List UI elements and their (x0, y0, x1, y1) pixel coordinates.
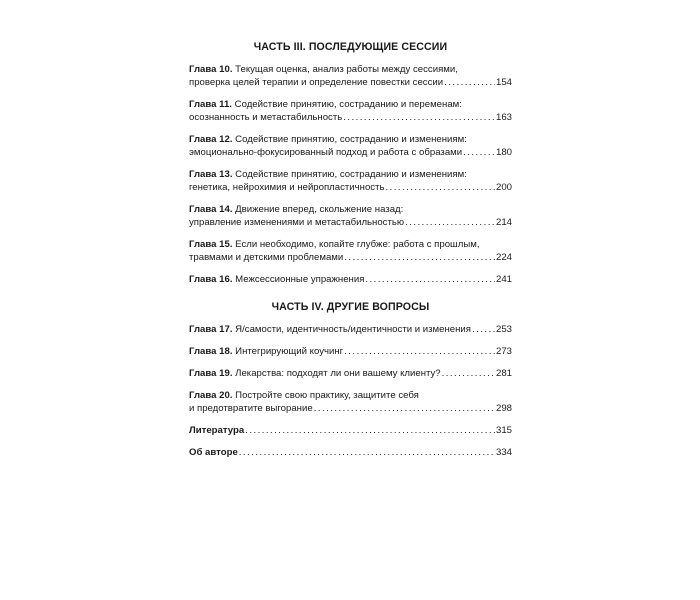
page-number: 224 (495, 252, 512, 263)
page-number: 298 (495, 403, 512, 414)
chapter-title-line-1: Постройте свою практику, защитите себя (235, 390, 419, 401)
page-number: 334 (495, 447, 512, 458)
dot-leader (239, 446, 495, 459)
toc-line (189, 111, 512, 124)
chapter-label: Глава 16. (189, 274, 233, 285)
dot-leader (472, 323, 495, 336)
section-spacer (189, 286, 512, 300)
toc-line (189, 181, 512, 194)
toc-line (189, 273, 512, 286)
dot-leader (385, 181, 495, 194)
chapter-title-line-1: Интегрирующий коучинг (235, 346, 344, 357)
toc-entry-chapter-14[interactable] (189, 203, 512, 229)
chapter-label: Глава 20. (189, 390, 233, 401)
chapter-title-line-1: Межсессионные упражнения (235, 274, 365, 285)
page-number: 214 (495, 217, 512, 228)
part-4-title: ЧАСТЬ IV. ДРУГИЕ ВОПРОСЫ (271, 301, 430, 313)
dot-leader (343, 111, 495, 124)
toc-entry-chapter-18[interactable] (189, 345, 512, 358)
toc-line (189, 345, 512, 358)
part-3-title: ЧАСТЬ III. ПОСЛЕДУЮЩИЕ СЕССИИ (253, 41, 448, 53)
page-number: 154 (495, 77, 512, 88)
toc-entry-about-author[interactable] (189, 446, 512, 459)
toc-entry-chapter-19[interactable] (189, 367, 512, 380)
backmatter-label: Об авторе (189, 447, 238, 458)
toc-line (189, 424, 512, 437)
chapter-title-line-2: осознанность и метастабильность (189, 112, 343, 123)
chapter-title-line-1: Движение вперед, скольжение назад: (235, 204, 404, 215)
toc-line (189, 98, 512, 111)
toc-entry-chapter-13[interactable] (189, 168, 512, 194)
table-of-contents (189, 40, 512, 459)
chapter-title-line-2: и предотвратите выгорание (189, 403, 313, 414)
chapter-label: Глава 18. (189, 346, 233, 357)
chapter-label: Глава 19. (189, 368, 233, 379)
chapter-label: Глава 10. (189, 64, 233, 75)
chapter-title-line-2: проверка целей терапии и определение повестки сессии (189, 77, 444, 88)
toc-entry-references[interactable] (189, 424, 512, 437)
toc-line (189, 216, 512, 229)
dot-leader (365, 273, 495, 286)
dot-leader (344, 345, 495, 358)
chapter-label: Глава 11. (189, 99, 232, 110)
dot-leader (245, 424, 495, 437)
toc-entry-chapter-10[interactable] (189, 63, 512, 89)
toc-entry-chapter-17[interactable] (189, 323, 512, 336)
toc-line (189, 76, 512, 89)
toc-line (189, 446, 512, 459)
chapter-label: Глава 12. (189, 134, 233, 145)
toc-entry-chapter-15[interactable] (189, 238, 512, 264)
chapter-title-line-2: травмами и детскими проблемами (189, 252, 344, 263)
toc-line (189, 402, 512, 415)
toc-line (189, 251, 512, 264)
page-number: 273 (495, 346, 512, 357)
page-number: 281 (495, 368, 512, 379)
dot-leader (405, 216, 495, 229)
toc-line (189, 168, 512, 181)
chapter-title-line-1: Если необходимо, копайте глубже: работа с прошлым, (235, 239, 480, 250)
toc-entry-chapter-12[interactable] (189, 133, 512, 159)
dot-leader (463, 146, 495, 159)
toc-entry-chapter-16[interactable] (189, 273, 512, 286)
backmatter-label: Литература (189, 425, 245, 436)
toc-line (189, 133, 512, 146)
dot-leader (444, 76, 495, 89)
toc-entry-chapter-20[interactable] (189, 389, 512, 415)
chapter-title-line-1: Содействие принятию, состраданию и переменам: (234, 99, 462, 110)
chapter-title-line-1: Я/самости, идентичность/идентичности и изменения (235, 324, 471, 335)
toc-line (189, 389, 512, 402)
page-number: 163 (495, 112, 512, 123)
chapter-title-line-1: Содействие принятию, состраданию и изменениям: (235, 134, 467, 145)
page-number: 241 (495, 274, 512, 285)
page-number: 253 (495, 324, 512, 335)
chapter-title-line-2: генетика, нейрохимия и нейропластичность (189, 182, 385, 193)
chapter-title-line-2: эмоционально-фокусированный подход и работа с образами (189, 147, 463, 158)
page-number: 315 (495, 425, 512, 436)
toc-line (189, 323, 512, 336)
page-number: 200 (495, 182, 512, 193)
chapter-title-line-1: Текущая оценка, анализ работы между сессиями, (235, 64, 458, 75)
dot-leader (344, 251, 495, 264)
chapter-label: Глава 13. (189, 169, 233, 180)
dot-leader (314, 402, 495, 415)
toc-line (189, 367, 512, 380)
toc-line (189, 146, 512, 159)
chapter-title-line-2: управление изменениями и метастабильностью (189, 217, 405, 228)
chapter-title-line-1: Лекарства: подходят ли они вашему клиенту? (235, 368, 441, 379)
toc-line (189, 238, 512, 251)
toc-line (189, 203, 512, 216)
chapter-label: Глава 15. (189, 239, 233, 250)
toc-entry-chapter-11[interactable] (189, 98, 512, 124)
toc-line (189, 63, 512, 76)
page-number: 180 (495, 147, 512, 158)
chapter-label: Глава 17. (189, 324, 233, 335)
chapter-title-line-1: Содействие принятию, состраданию и изменениям: (235, 169, 467, 180)
chapter-label: Глава 14. (189, 204, 233, 215)
dot-leader (442, 367, 495, 380)
